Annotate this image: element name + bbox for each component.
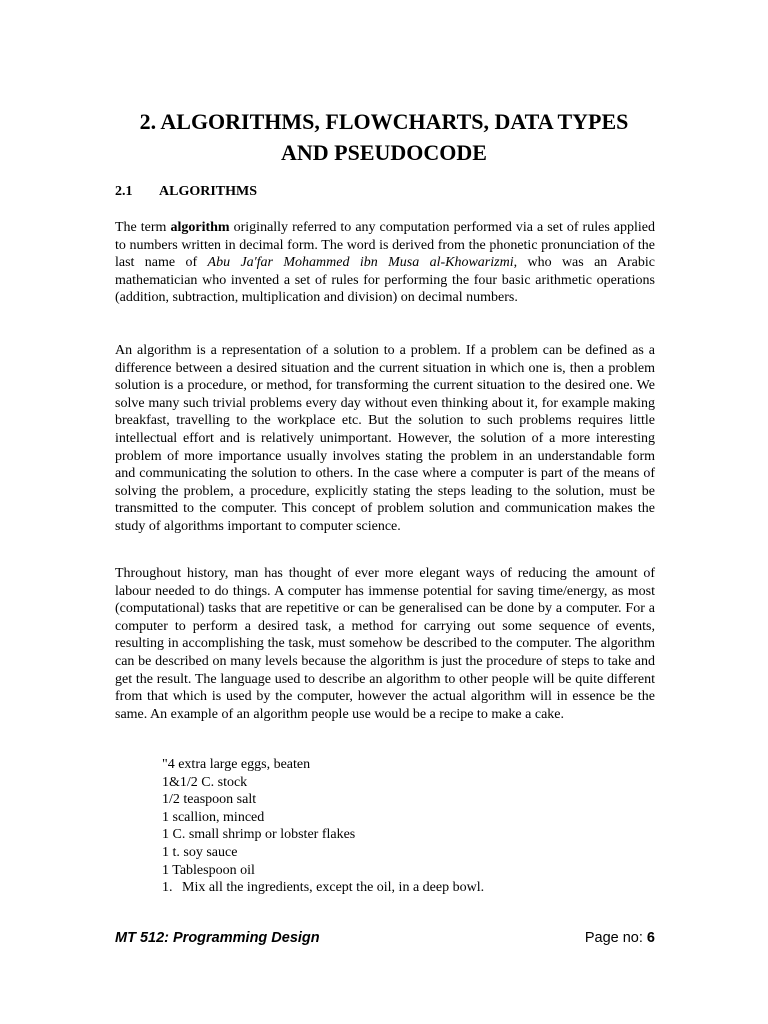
paragraph-1 [115,219,655,307]
section-heading [115,183,257,201]
paragraph-2: An algorithm is a representation of a solution to a problem. If a problem can be defined as a difference between a desired situation and the current situation in which one is, then a problem solution is a procedure, or method, for transforming the current situation to the desired one. We solve many such trivial problems every day without even thinking about it, for example making breakfast, travelling to the workplace etc. But the solution to such problems requires little intellectual effort and is relatively unimportant. However, the solution of a more interesting problem of more importance usually involves stating the problem in an understandable form and communicating the solution to others. In the case where a computer is part of the means of solving the problem, a procedure, explicitly stating the steps leading to the solution, must be transmitted to the computer. This concept of problem solution and communication makes the study of algorithms important to computer science. [115,343,655,534]
chapter-title [0,106,768,168]
recipe-step [162,879,484,897]
term-algorithm: algorithm [170,220,230,235]
recipe-ingredient: 1 scallion, minced [162,809,265,825]
recipe-ingredient: 1 C. small shrimp or lobster flakes [162,827,356,843]
footer-course: MT 512: Programming Design [115,930,320,946]
recipe-ingredient: 1&1/2 C. stock [162,774,248,790]
recipe-step-number: 1. [162,880,173,896]
paragraph-3: Throughout history, man has thought of ever more elegant ways of reducing the amount of labour needed to do things. A computer has immense potential for saving time/energy, as most (computational) tasks that are repetitive or can be generalised can be done by a computer. For a computer to perform a desired task, a method for carrying out some sequence of events, resulting in accomplishing the task, must somehow be described to the computer. The algorithm can be described on many levels because the algorithm is just the procedure of steps to take and get the result. The language used to describe an algorithm to other people will be quite different from that which is used by the computer, however the actual algorithm will in essence be the same. An example of an algorithm people use would be a recipe to make a cake. [115,566,655,722]
paragraph-1-end: , who was an Arabic mathematician who invented a set of rules for performing the four basic arithmetic operations (addition, subtraction, multiplication and division) on decimal numbers. [115,255,655,306]
recipe-ingredient: "4 extra large eggs, beaten [162,757,311,772]
recipe-ingredient: 1 Tablespoon oil [162,862,255,878]
section-number: 2.1 [115,184,133,199]
mathematician-name: Abu Ja'far Mohammed ibn Musa al-Khowarizmi [207,255,514,271]
section-title: ALGORITHMS [159,184,258,199]
paragraph-1-intro: The term [115,220,171,235]
recipe-ingredient: 1 t. soy sauce [162,844,238,860]
paragraph-1-middle: originally referred to any computation performed via a set of rules applied to numbers written in decimal form. The word is derived from the phonetic pronunciation of the last name of [115,220,655,271]
footer-page-label: Page no: [584,930,647,946]
chapter-title-line-1: 2. ALGORITHMS, FLOWCHARTS, DATA TYPES [139,109,629,134]
recipe-ingredient: 1/2 teaspoon salt [162,792,257,808]
footer-page [585,930,655,946]
chapter-title-line-2: AND PSEUDOCODE [281,140,487,165]
recipe-list [162,756,484,897]
recipe-step-text: Mix all the ingredients, except the oil, in a deep bowl. [182,880,485,896]
footer-page-number: 6 [646,930,655,946]
